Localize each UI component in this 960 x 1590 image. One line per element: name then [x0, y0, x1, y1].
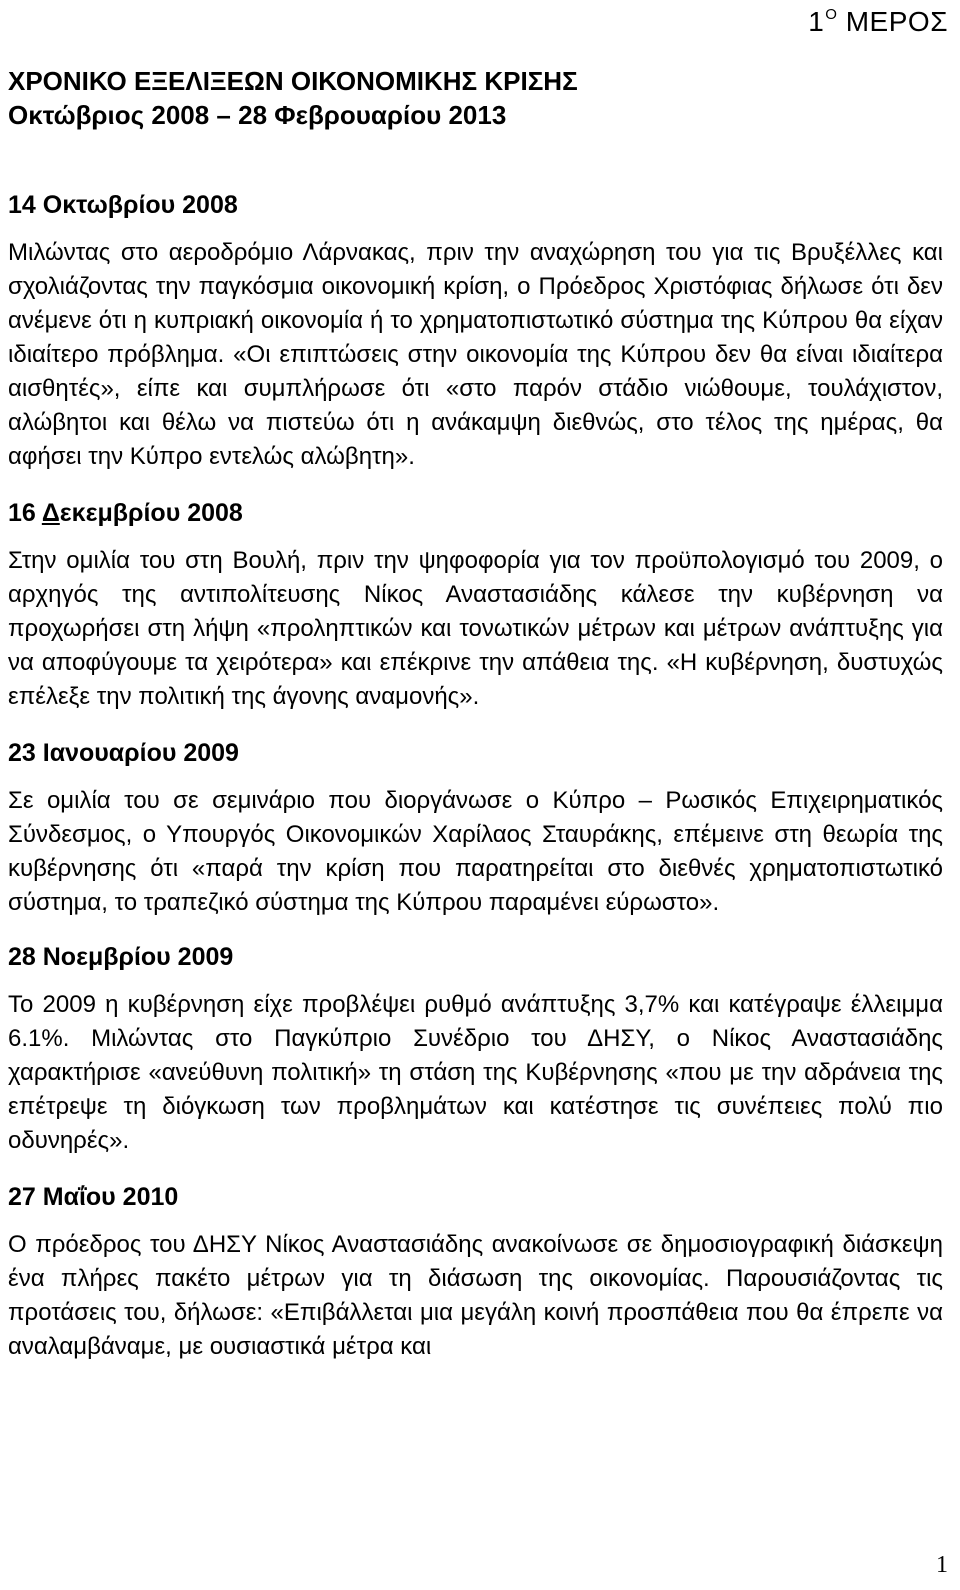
part-heading: [808, 6, 948, 38]
entry-text: Το 2009 η κυβέρνηση είχε προβλέψει ρυθμό ανάπτυξης 3,7% και κατέγραψε έλλειμμα 6.1%. Μιλώντας στο Παγκύπριο Συνέδριο του ΔΗΣΥ, ο Νίκος Αναστασιάδης χαρακτήρισε «ανεύθυνη πολιτική» τη στάση της Κυβέρνησης «που με την αδράνεια της επέτρεψε τη διόγκωση των προβλημάτων και κατέστησε τις συνέπειες πολύ πιο οδυνηρές».: [8, 991, 943, 1154]
entry-date-underlined: Δ: [41, 499, 60, 527]
entry-text: Μιλώντας στο αεροδρόμιο Λάρνακας, πριν την αναχώρηση του για τις Βρυξέλλες και σχολιάζοντας την παγκόσμια οικονομική κρίση, ο Πρόεδρος Χριστόφιας δήλωσε ότι δεν ανέμενε ότι η κυπριακή οικονομία ή το χρηματοπιστωτικό σύστημα της Κύπρου θα είχαν ιδιαίτερο πρόβλημα. «Οι επιπτώσεις στην οικονομία της Κύπρου δεν θα είναι ιδιαίτερα αισθητές», είπε και συμπλήρωσε ότι «στο παρόν στάδιο νιώθουμε, τουλάχιστον, αλώβητοι και θέλω να πιστεύω ότι η ανάκαμψη διεθνώς, στο τέλος της ημέρας, θα αφήσει την Κύπρο εντελώς αλώβητη».: [8, 239, 943, 470]
timeline-entries: [8, 188, 943, 1364]
document-title: [8, 64, 948, 132]
part-superscript: Ο: [825, 6, 838, 23]
entry-date: 28 Νοεμβρίου 2009: [8, 943, 234, 971]
entry-text: Στην ομιλία του στη Βουλή, πριν την ψηφοφορία για τον προϋπολογισμό του 2009, ο αρχηγός της αντιπολίτευσης Νίκος Αναστασιάδης κάλεσε την κυβέρνηση να προχωρήσει στη λήψη «προληπτικών και τονωτικών μέτρων και μέτρων ανάπτυξης για να αποφύγουμε τα χειρότερα» και επέκρινε την απάθεια της. «Η κυβέρνηση, δυστυχώς επέλεξε την πολιτική της άγονης αναμονής».: [8, 547, 943, 710]
title-line-2: Οκτώβριος 2008 – 28 Φεβρουαρίου 2013: [8, 100, 507, 130]
part-number: 1: [808, 6, 825, 37]
timeline-entry: [8, 940, 943, 1158]
timeline-entry: [8, 188, 943, 474]
title-line-1: ΧΡΟΝΙΚΟ ΕΞΕΛΙΞΕΩΝ ΟΙΚΟΝΟΜΙΚΗΣ ΚΡΙΣΗΣ: [8, 66, 578, 96]
entry-date: [8, 496, 943, 530]
entry-date: 23 Ιανουαρίου 2009: [8, 739, 239, 767]
entry-date-rest: εκεμβρίου 2008: [59, 499, 243, 527]
part-label: ΜΕΡΟΣ: [845, 6, 948, 37]
entry-date: 14 Οκτωβρίου 2008: [8, 191, 238, 219]
entry-text: Σε ομιλία του σε σεμινάριο που διοργάνωσε ο Κύπρο – Ρωσικός Επιχειρηματικός Σύνδεσμος, ο Υπουργός Οικονομικών Χαρίλαος Σταυράκης, επέμεινε στη θεωρία της κυβέρνησης ότι «παρά την κρίση που παρατηρείται στο διεθνές χρηματοπιστωτικό σύστημα, το τραπεζικό σύστημα της Κύπρου παραμένει εύρωστο».: [8, 787, 943, 916]
entry-text: Ο πρόεδρος του ΔΗΣΥ Νίκος Αναστασιάδης ανακοίνωσε σε δημοσιογραφική διάσκεψη ένα πλήρες πακέτο μέτρων για τη διάσωση της οικονομίας. Παρουσιάζοντας τις προτάσεις του, δήλωσε: «Επιβάλλεται μια μεγάλη κοινή προσπάθεια που θα έπρεπε να αναλαμβάναμε, με ουσιαστικά μέτρα και: [8, 1231, 943, 1360]
entry-date: 27 Μαΐου 2010: [8, 1183, 179, 1211]
timeline-entry: [8, 496, 943, 714]
entry-date-prefix: 16: [8, 499, 42, 527]
timeline-entry: [8, 736, 943, 920]
page-number: 1: [936, 1552, 948, 1578]
timeline-entry: [8, 1180, 943, 1364]
